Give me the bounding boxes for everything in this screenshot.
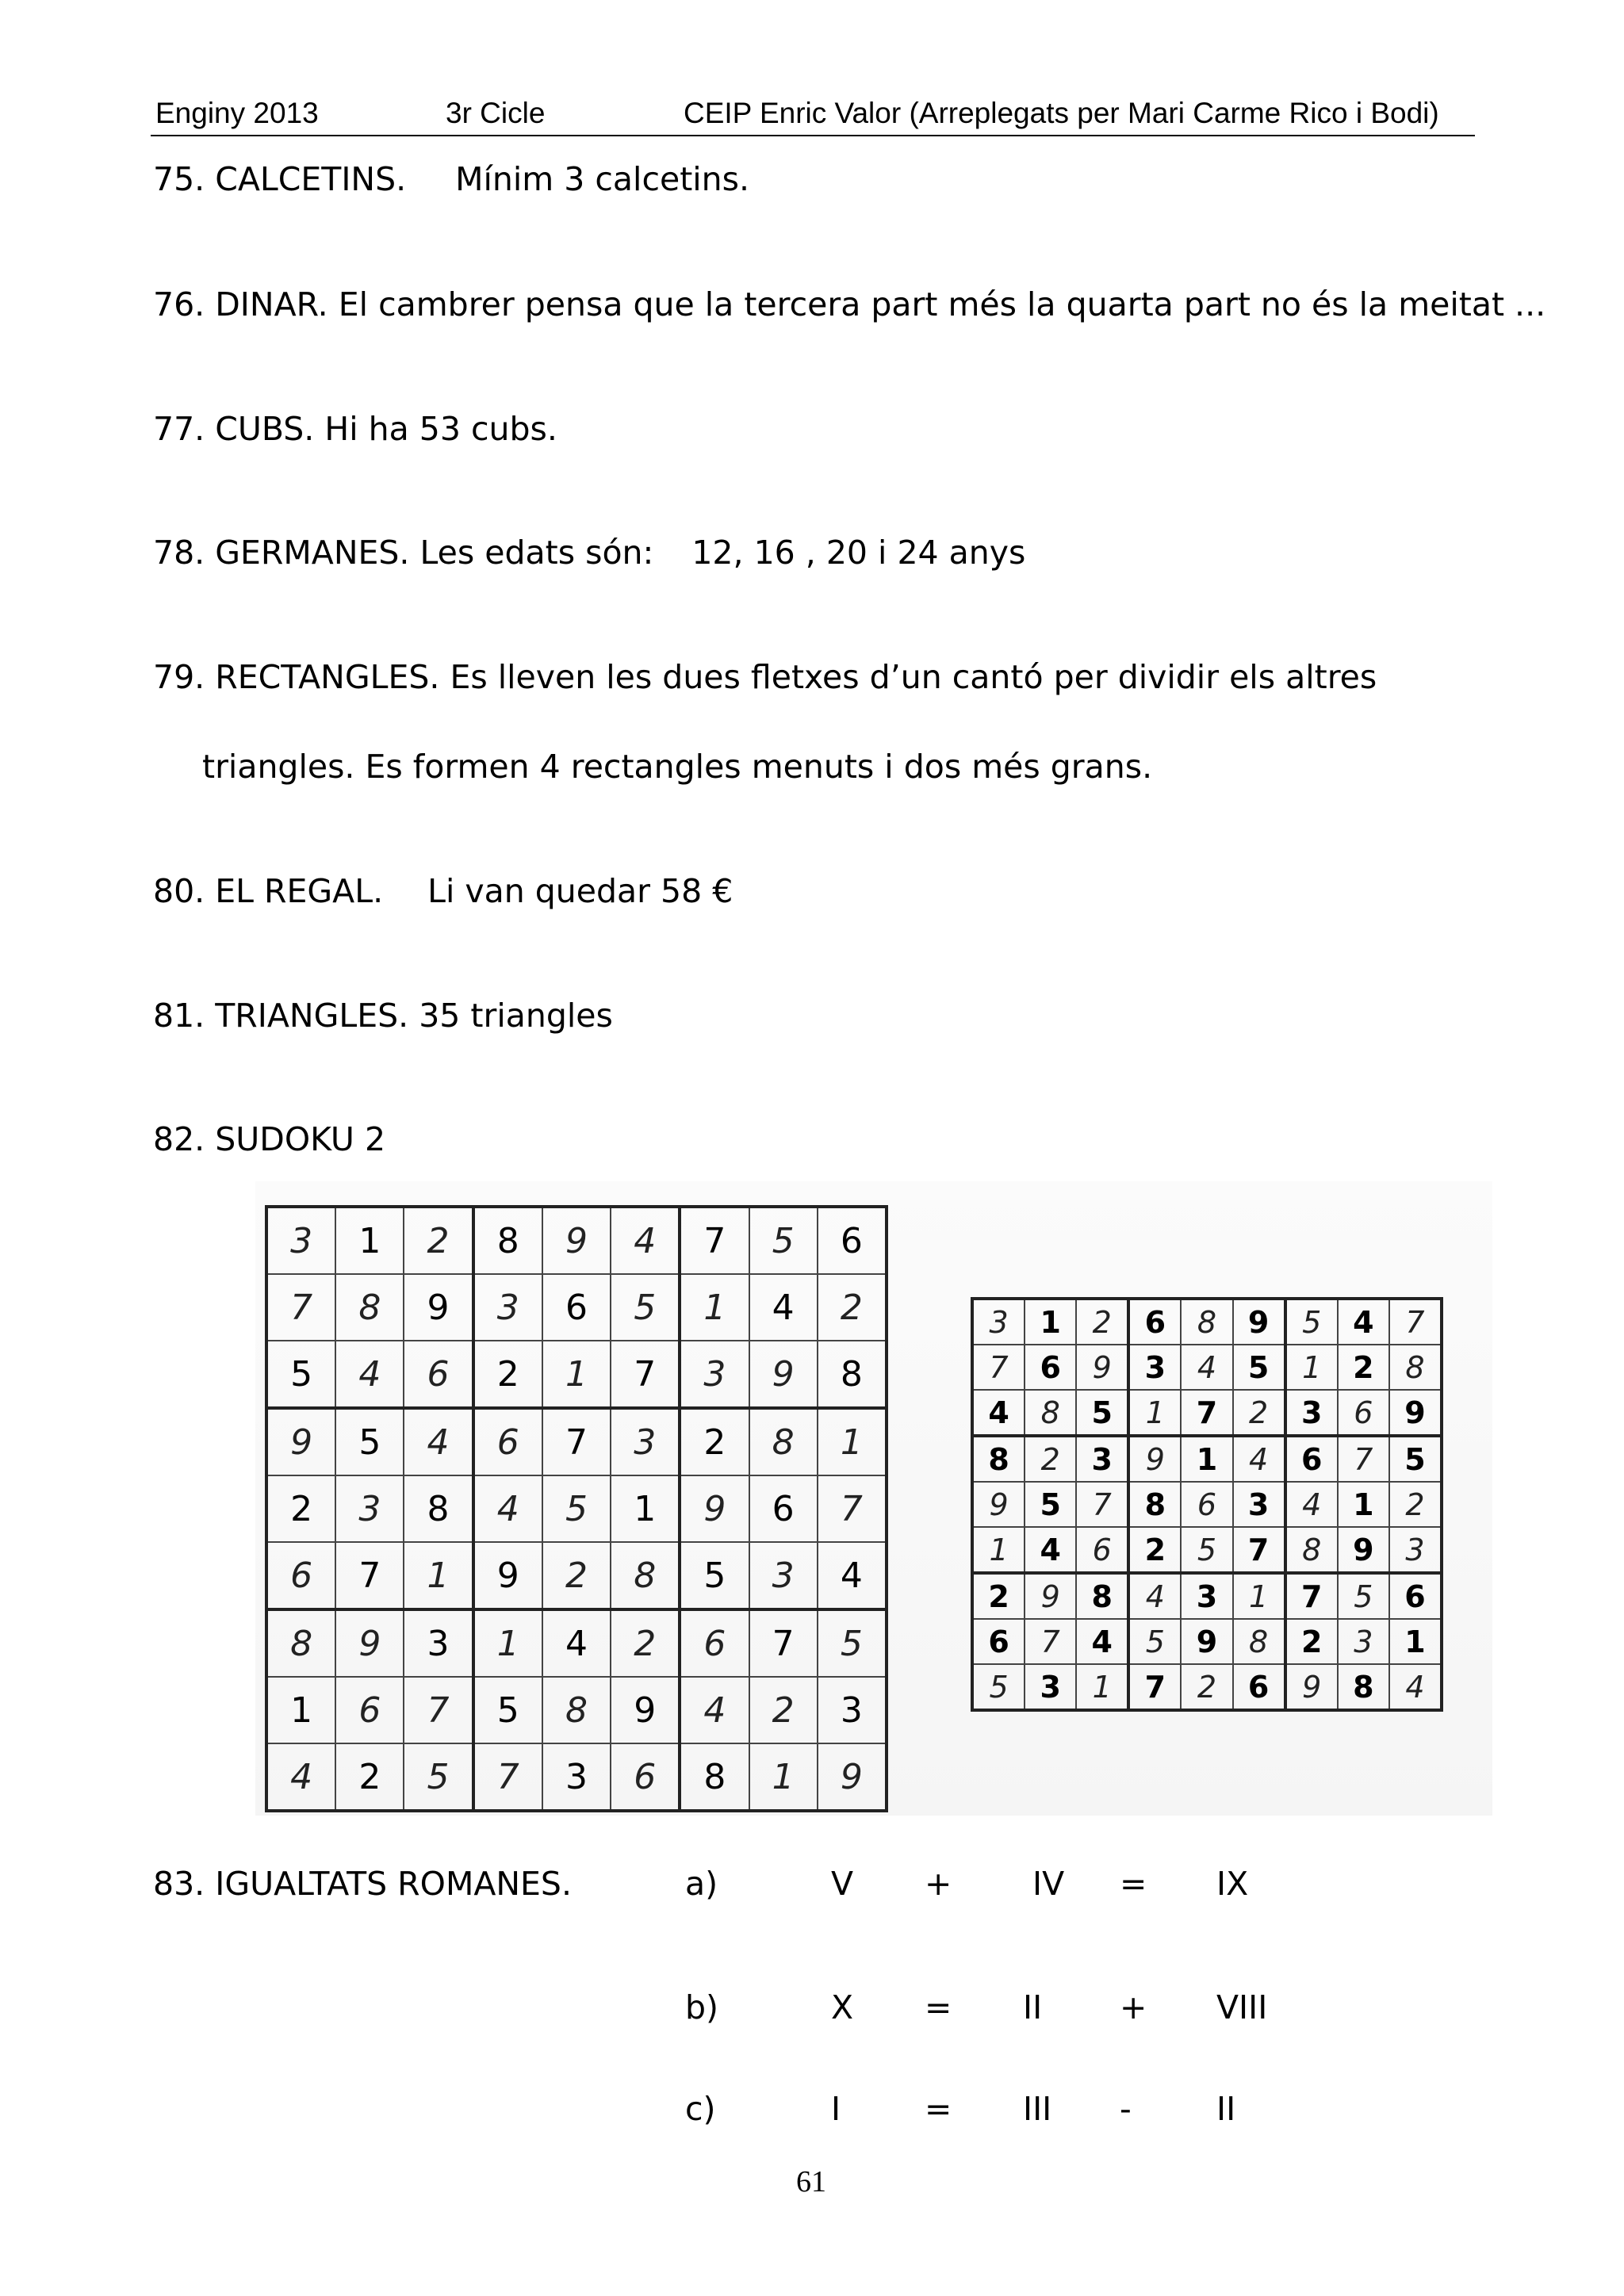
sudoku-cell: 4 [818, 1542, 887, 1609]
sudoku-cell: 5 [1233, 1345, 1285, 1390]
sudoku-cell: 5 [1181, 1527, 1232, 1573]
sudoku-cell: 5 [266, 1341, 335, 1408]
sudoku-cell: 4 [473, 1475, 542, 1542]
sudoku-cell: 8 [749, 1408, 818, 1475]
sudoku-cell: 6 [473, 1408, 542, 1475]
sudoku-cell: 4 [335, 1341, 404, 1408]
sudoku-row [266, 1542, 887, 1609]
sudoku-cell: 8 [473, 1207, 542, 1274]
sudoku-cell: 9 [473, 1542, 542, 1609]
item-label: 75. CALCETINS. [153, 160, 407, 198]
sudoku-cell: 1 [972, 1527, 1025, 1573]
sudoku-cell: 2 [972, 1573, 1025, 1619]
sudoku-cell: 2 [1338, 1345, 1389, 1390]
sudoku-cell: 1 [1076, 1664, 1128, 1710]
item-79-continuation: triangles. Es formen 4 rectangles menuts i dos més grans. [202, 748, 1153, 786]
item-text: Li van quedar 58 € [427, 872, 733, 910]
sudoku-cell: 6 [1181, 1482, 1232, 1527]
sudoku-cell: 1 [266, 1677, 335, 1743]
sudoku-cell: 8 [266, 1609, 335, 1677]
sudoku-cell: 3 [972, 1299, 1025, 1345]
sudoku-cell: 2 [680, 1408, 749, 1475]
sudoku-row [972, 1619, 1442, 1664]
sudoku-cell: 1 [680, 1274, 749, 1341]
sudoku-cell: 7 [611, 1341, 680, 1408]
sudoku-cell: 9 [1076, 1345, 1128, 1390]
item-80 [153, 872, 733, 910]
item-76 [153, 285, 1545, 323]
sudoku-cell: 4 [611, 1207, 680, 1274]
sudoku-cell: 3 [1181, 1573, 1232, 1619]
sudoku-cell: 2 [473, 1341, 542, 1408]
sudoku-cell: 5 [335, 1408, 404, 1475]
sudoku-cell: 6 [972, 1619, 1025, 1664]
sudoku-cell: 4 [404, 1408, 473, 1475]
sudoku-cell: 1 [335, 1207, 404, 1274]
sudoku-cell: 4 [1128, 1573, 1181, 1619]
sudoku-cell: 1 [1338, 1482, 1389, 1527]
item-75 [153, 160, 749, 198]
roman-tag: a) [685, 1865, 718, 1903]
item-label: 81. TRIANGLES. [153, 997, 409, 1035]
sudoku-cell: 5 [1025, 1482, 1076, 1527]
roman-operator: = [1120, 1865, 1147, 1903]
sudoku-cell: 9 [1285, 1664, 1338, 1710]
sudoku-cell: 6 [1076, 1527, 1128, 1573]
header-title: Enginy 2013 [155, 97, 319, 129]
item-83 [153, 1865, 572, 1903]
sudoku-cell: 4 [1338, 1299, 1389, 1345]
sudoku-cell: 3 [680, 1341, 749, 1408]
sudoku-cell: 9 [1181, 1619, 1232, 1664]
sudoku-row [972, 1482, 1442, 1527]
sudoku-cell: 7 [680, 1207, 749, 1274]
sudoku-cell: 8 [335, 1274, 404, 1341]
header-cycle: 3r Cicle [446, 97, 546, 129]
item-text: Mínim 3 calcetins. [455, 160, 750, 198]
sudoku-cell: 7 [473, 1743, 542, 1811]
sudoku-cell: 8 [1338, 1664, 1389, 1710]
sudoku-cell: 7 [749, 1609, 818, 1677]
sudoku-cell: 2 [1285, 1619, 1338, 1664]
sudoku-cell: 5 [404, 1743, 473, 1811]
sudoku-cell: 2 [611, 1609, 680, 1677]
sudoku-cell: 8 [1389, 1345, 1442, 1390]
roman-term: V [831, 1865, 854, 1903]
item-text: El cambrer pensa que la tercera part més la quarta part no és la meitat ... [338, 285, 1546, 323]
sudoku-cell: 4 [972, 1390, 1025, 1436]
sudoku-cell: 4 [1025, 1527, 1076, 1573]
sudoku-grid-large [265, 1205, 888, 1812]
header-school: CEIP Enric Valor (Arreplegats per Mari Carme Rico i Bodi) [684, 97, 1439, 129]
sudoku-cell: 8 [818, 1341, 887, 1408]
sudoku-cell: 6 [1128, 1299, 1181, 1345]
sudoku-cell: 9 [1389, 1390, 1442, 1436]
sudoku-cell: 1 [818, 1408, 887, 1475]
sudoku-cell: 3 [1389, 1527, 1442, 1573]
sudoku-cell: 7 [1181, 1390, 1232, 1436]
sudoku-cell: 3 [1285, 1390, 1338, 1436]
item-79 [153, 658, 1377, 696]
sudoku-cell: 6 [1233, 1664, 1285, 1710]
sudoku-cell: 2 [1389, 1482, 1442, 1527]
sudoku-cell: 4 [1076, 1619, 1128, 1664]
sudoku-row [266, 1274, 887, 1341]
page-number: 61 [796, 2165, 826, 2198]
item-77 [153, 410, 557, 448]
sudoku-cell: 6 [1025, 1345, 1076, 1390]
sudoku-cell: 5 [680, 1542, 749, 1609]
sudoku-cell: 3 [542, 1743, 611, 1811]
sudoku-row [266, 1341, 887, 1408]
sudoku-cell: 5 [818, 1609, 887, 1677]
sudoku-cell: 8 [542, 1677, 611, 1743]
sudoku-row [972, 1345, 1442, 1390]
sudoku-cell: 6 [749, 1475, 818, 1542]
item-label: 83. IGUALTATS ROMANES. [153, 1865, 572, 1903]
sudoku-cell: 2 [1025, 1436, 1076, 1482]
sudoku-cell: 4 [542, 1609, 611, 1677]
roman-operator: - [1120, 2090, 1132, 2128]
item-text: Es lleven les dues fletxes d’un cantó per dividir els altres [450, 658, 1377, 696]
sudoku-cell: 5 [1389, 1436, 1442, 1482]
sudoku-cell: 4 [680, 1677, 749, 1743]
item-82 [153, 1120, 385, 1158]
sudoku-grid-small [971, 1297, 1443, 1712]
sudoku-cell: 7 [1076, 1482, 1128, 1527]
sudoku-cell: 2 [266, 1475, 335, 1542]
sudoku-row [972, 1436, 1442, 1482]
sudoku-cell: 8 [1025, 1390, 1076, 1436]
sudoku-cell: 8 [1076, 1573, 1128, 1619]
sudoku-cell: 3 [1338, 1619, 1389, 1664]
sudoku-cell: 2 [1181, 1664, 1232, 1710]
sudoku-cell: 5 [542, 1475, 611, 1542]
sudoku-cell: 9 [1128, 1436, 1181, 1482]
roman-operator: + [925, 1865, 952, 1903]
sudoku-cell: 1 [1128, 1390, 1181, 1436]
sudoku-cell: 7 [1338, 1436, 1389, 1482]
sudoku-cell: 8 [972, 1436, 1025, 1482]
item-78 [153, 534, 1025, 572]
sudoku-row [972, 1390, 1442, 1436]
sudoku-cell: 9 [335, 1609, 404, 1677]
sudoku-cell: 1 [473, 1609, 542, 1677]
sudoku-row [972, 1527, 1442, 1573]
sudoku-cell: 4 [1233, 1436, 1285, 1482]
item-text: 35 triangles [419, 997, 613, 1035]
sudoku-cell: 2 [818, 1274, 887, 1341]
item-81 [153, 997, 613, 1035]
roman-operator: = [925, 1988, 952, 2026]
sudoku-cell: 7 [542, 1408, 611, 1475]
sudoku-row [266, 1609, 887, 1677]
sudoku-row [266, 1207, 887, 1274]
sudoku-cell: 1 [404, 1542, 473, 1609]
sudoku-cell: 3 [266, 1207, 335, 1274]
sudoku-cell: 5 [1285, 1299, 1338, 1345]
roman-term: X [831, 1988, 854, 2026]
item-text: Les edats són: [419, 534, 654, 572]
roman-term: VIII [1216, 1988, 1268, 2026]
sudoku-cell: 5 [473, 1677, 542, 1743]
sudoku-cell: 3 [611, 1408, 680, 1475]
sudoku-cell: 9 [749, 1341, 818, 1408]
sudoku-cell: 2 [1233, 1390, 1285, 1436]
roman-term: I [831, 2090, 841, 2128]
item-text: Hi ha 53 cubs. [324, 410, 557, 448]
sudoku-cell: 3 [1025, 1664, 1076, 1710]
sudoku-cell: 7 [1285, 1573, 1338, 1619]
sudoku-cell: 3 [1128, 1345, 1181, 1390]
sudoku-cell: 2 [1076, 1299, 1128, 1345]
sudoku-cell: 9 [1025, 1573, 1076, 1619]
sudoku-cell: 9 [542, 1207, 611, 1274]
sudoku-cell: 2 [335, 1743, 404, 1811]
sudoku-cell: 4 [749, 1274, 818, 1341]
sudoku-cell: 3 [818, 1677, 887, 1743]
sudoku-cell: 7 [1233, 1527, 1285, 1573]
sudoku-cell: 8 [1285, 1527, 1338, 1573]
sudoku-cell: 4 [266, 1743, 335, 1811]
sudoku-cell: 3 [404, 1609, 473, 1677]
sudoku-cell: 9 [404, 1274, 473, 1341]
sudoku-cell: 6 [335, 1677, 404, 1743]
sudoku-cell: 7 [972, 1345, 1025, 1390]
roman-tag: b) [685, 1988, 719, 2026]
sudoku-cell: 8 [680, 1743, 749, 1811]
sudoku-cell: 9 [680, 1475, 749, 1542]
sudoku-cell: 5 [1128, 1619, 1181, 1664]
sudoku-cell: 3 [749, 1542, 818, 1609]
sudoku-row [266, 1743, 887, 1811]
sudoku-cell: 9 [818, 1743, 887, 1811]
sudoku-row [972, 1664, 1442, 1710]
item-label: 82. SUDOKU 2 [153, 1120, 386, 1158]
sudoku-cell: 6 [1285, 1436, 1338, 1482]
roman-term: IX [1216, 1865, 1249, 1903]
sudoku-cell: 3 [473, 1274, 542, 1341]
sudoku-cell: 4 [1285, 1482, 1338, 1527]
sudoku-cell: 7 [266, 1274, 335, 1341]
sudoku-cell: 9 [611, 1677, 680, 1743]
sudoku-cell: 5 [1076, 1390, 1128, 1436]
sudoku-cell: 1 [542, 1341, 611, 1408]
roman-term: III [1023, 2090, 1052, 2128]
roman-operator: + [1120, 1988, 1147, 2026]
sudoku-cell: 6 [1338, 1390, 1389, 1436]
sudoku-cell: 3 [1076, 1436, 1128, 1482]
sudoku-cell: 1 [1389, 1619, 1442, 1664]
sudoku-cell: 9 [1233, 1299, 1285, 1345]
sudoku-cell: 8 [1233, 1619, 1285, 1664]
sudoku-cell: 1 [1025, 1299, 1076, 1345]
sudoku-cell: 1 [1233, 1573, 1285, 1619]
sudoku-cell: 7 [1025, 1619, 1076, 1664]
sudoku-cell: 5 [1338, 1573, 1389, 1619]
sudoku-cell: 7 [404, 1677, 473, 1743]
sudoku-cell: 6 [266, 1542, 335, 1609]
sudoku-cell: 5 [972, 1664, 1025, 1710]
item-extra: 12, 16 , 20 i 24 anys [691, 534, 1026, 572]
roman-term: II [1216, 2090, 1236, 2128]
sudoku-cell: 7 [335, 1542, 404, 1609]
sudoku-cell: 1 [1181, 1436, 1232, 1482]
sudoku-cell: 8 [1181, 1299, 1232, 1345]
sudoku-cell: 1 [611, 1475, 680, 1542]
item-label: 79. RECTANGLES. [153, 658, 440, 696]
item-label: 76. DINAR. [153, 285, 328, 323]
sudoku-cell: 7 [1389, 1299, 1442, 1345]
item-label: 77. CUBS. [153, 410, 315, 448]
roman-operator: = [925, 2090, 952, 2128]
sudoku-cell: 8 [404, 1475, 473, 1542]
sudoku-row [266, 1677, 887, 1743]
sudoku-cell: 1 [1285, 1345, 1338, 1390]
sudoku-row [266, 1475, 887, 1542]
sudoku-row [972, 1299, 1442, 1345]
sudoku-cell: 2 [542, 1542, 611, 1609]
sudoku-cell: 7 [818, 1475, 887, 1542]
sudoku-row [972, 1573, 1442, 1619]
sudoku-cell: 6 [542, 1274, 611, 1341]
sudoku-cell: 6 [680, 1609, 749, 1677]
roman-tag: c) [685, 2090, 716, 2128]
sudoku-cell: 2 [1128, 1527, 1181, 1573]
sudoku-cell: 1 [749, 1743, 818, 1811]
sudoku-cell: 2 [749, 1677, 818, 1743]
sudoku-cell: 9 [972, 1482, 1025, 1527]
sudoku-row [266, 1408, 887, 1475]
item-label: 80. EL REGAL. [153, 872, 384, 910]
sudoku-cell: 8 [1128, 1482, 1181, 1527]
sudoku-cell: 6 [1389, 1573, 1442, 1619]
sudoku-cell: 9 [1338, 1527, 1389, 1573]
sudoku-cell: 6 [611, 1743, 680, 1811]
sudoku-cell: 9 [266, 1408, 335, 1475]
sudoku-cell: 4 [1389, 1664, 1442, 1710]
sudoku-cell: 5 [749, 1207, 818, 1274]
sudoku-cell: 3 [1233, 1482, 1285, 1527]
sudoku-cell: 7 [1128, 1664, 1181, 1710]
roman-term: II [1023, 1988, 1043, 2026]
sudoku-cell: 6 [818, 1207, 887, 1274]
roman-term: IV [1032, 1865, 1065, 1903]
sudoku-cell: 5 [611, 1274, 680, 1341]
page-header [151, 94, 1475, 136]
sudoku-cell: 4 [1181, 1345, 1232, 1390]
sudoku-cell: 2 [404, 1207, 473, 1274]
sudoku-cell: 6 [404, 1341, 473, 1408]
sudoku-cell: 8 [611, 1542, 680, 1609]
sudoku-cell: 3 [335, 1475, 404, 1542]
item-label: 78. GERMANES. [153, 534, 410, 572]
